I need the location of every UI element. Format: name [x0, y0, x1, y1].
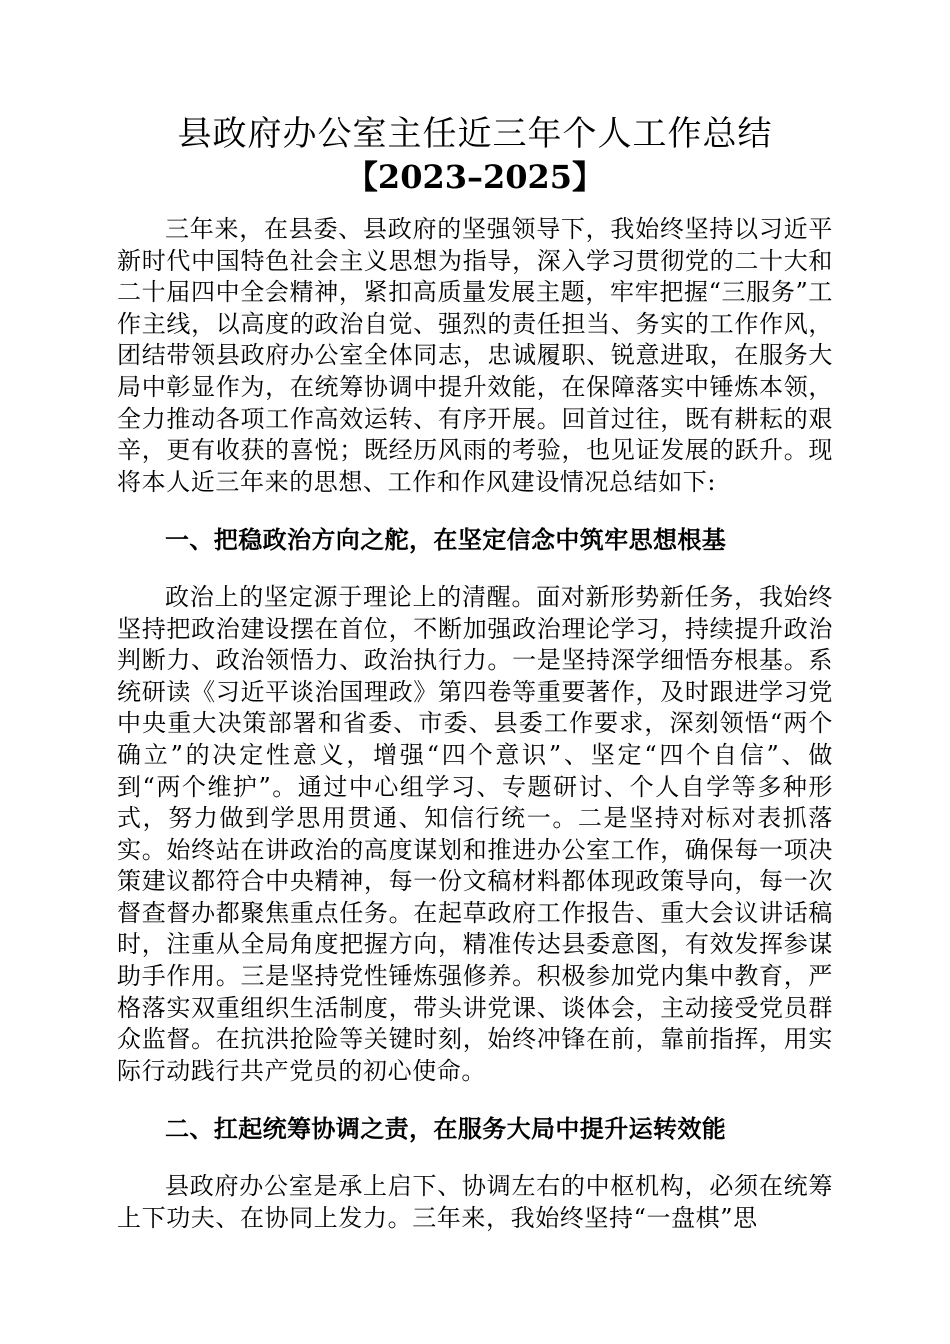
- document-subtitle: 【2023–2025】: [345, 158, 605, 196]
- section-1-paragraph: 政治上的坚定源于理论上的清醒。面对新形势新任务，我始终坚持把政治建设摆在首位，不断加强政治理论学习，持续提升政治判断力、政治领悟力、政治执行力。一是坚持深学细悟夯根基。系统研读《习近平谈治国理政》第四卷等重要著作，及时跟进学习党中央重大决策部署和省委、市委、县委工作要求，深刻领悟“两个确立”的决定性意义，增强“四个意识”、坚定“四个自信”、做到“两个维护”。通过中心组学习、专题研讨、个人自学等多种形式，努力做到学思用贯通、知信行统一。二是坚持对标对表抓落实。始终站在讲政治的高度谋划和推进办公室工作，确保每一项决策建议都符合中央精神，每一份文稿材料都体现政策导向，每一次督查督办都聚焦重点任务。在起草政府工作报告、重大会议讲话稿时，注重从全局角度把握方向，精准传达县委意图，有效发挥参谋助手作用。三是坚持党性锤炼强修养。积极参加党内集中教育，严格落实双重组织生活制度，带头讲党课、谈体会，主动接受党员群众监督。在抗洪抢险等关键时刻，始终冲锋在前，靠前指挥，用实际行动践行共产党员的初心使命。: [117, 582, 833, 1085]
- section-heading-2: 二、扛起统筹协调之责，在服务大局中提升运转效能: [165, 1114, 727, 1144]
- intro-paragraph: 三年来，在县委、县政府的坚强领导下，我始终坚持以习近平新时代中国特色社会主义思想为指导，深入学习贯彻党的二十大和二十届四中全会精神，紧扣高质量发展主题，牢牢把握“三服务”工作主线，以高度的政治自觉、强烈的责任担当、务实的工作作风，团结带领县政府办公室全体同志，忠诚履职、锐意进取，在服务大局中彰显作为，在统筹协调中提升效能，在保障落实中锤炼本领，全力推动各项工作高效运转、有序开展。回首过往，既有耕耘的艰辛，更有收获的喜悦；既经历风雨的考验，也见证发展的跃升。现将本人近三年来的思想、工作和作风建设情况总结如下:: [117, 215, 833, 496]
- section-heading-1: 一、把稳政治方向之舵，在坚定信念中筑牢思想根基: [165, 525, 727, 555]
- document-title: 县政府办公室主任近三年个人工作总结: [177, 114, 773, 154]
- section-2-paragraph: 县政府办公室是承上启下、协调左右的中枢机构，必须在统筹上下功夫、在协同上发力。三年来，我始终坚持“一盘棋”思: [117, 1172, 833, 1232]
- document-page: [117, 112, 833, 1234]
